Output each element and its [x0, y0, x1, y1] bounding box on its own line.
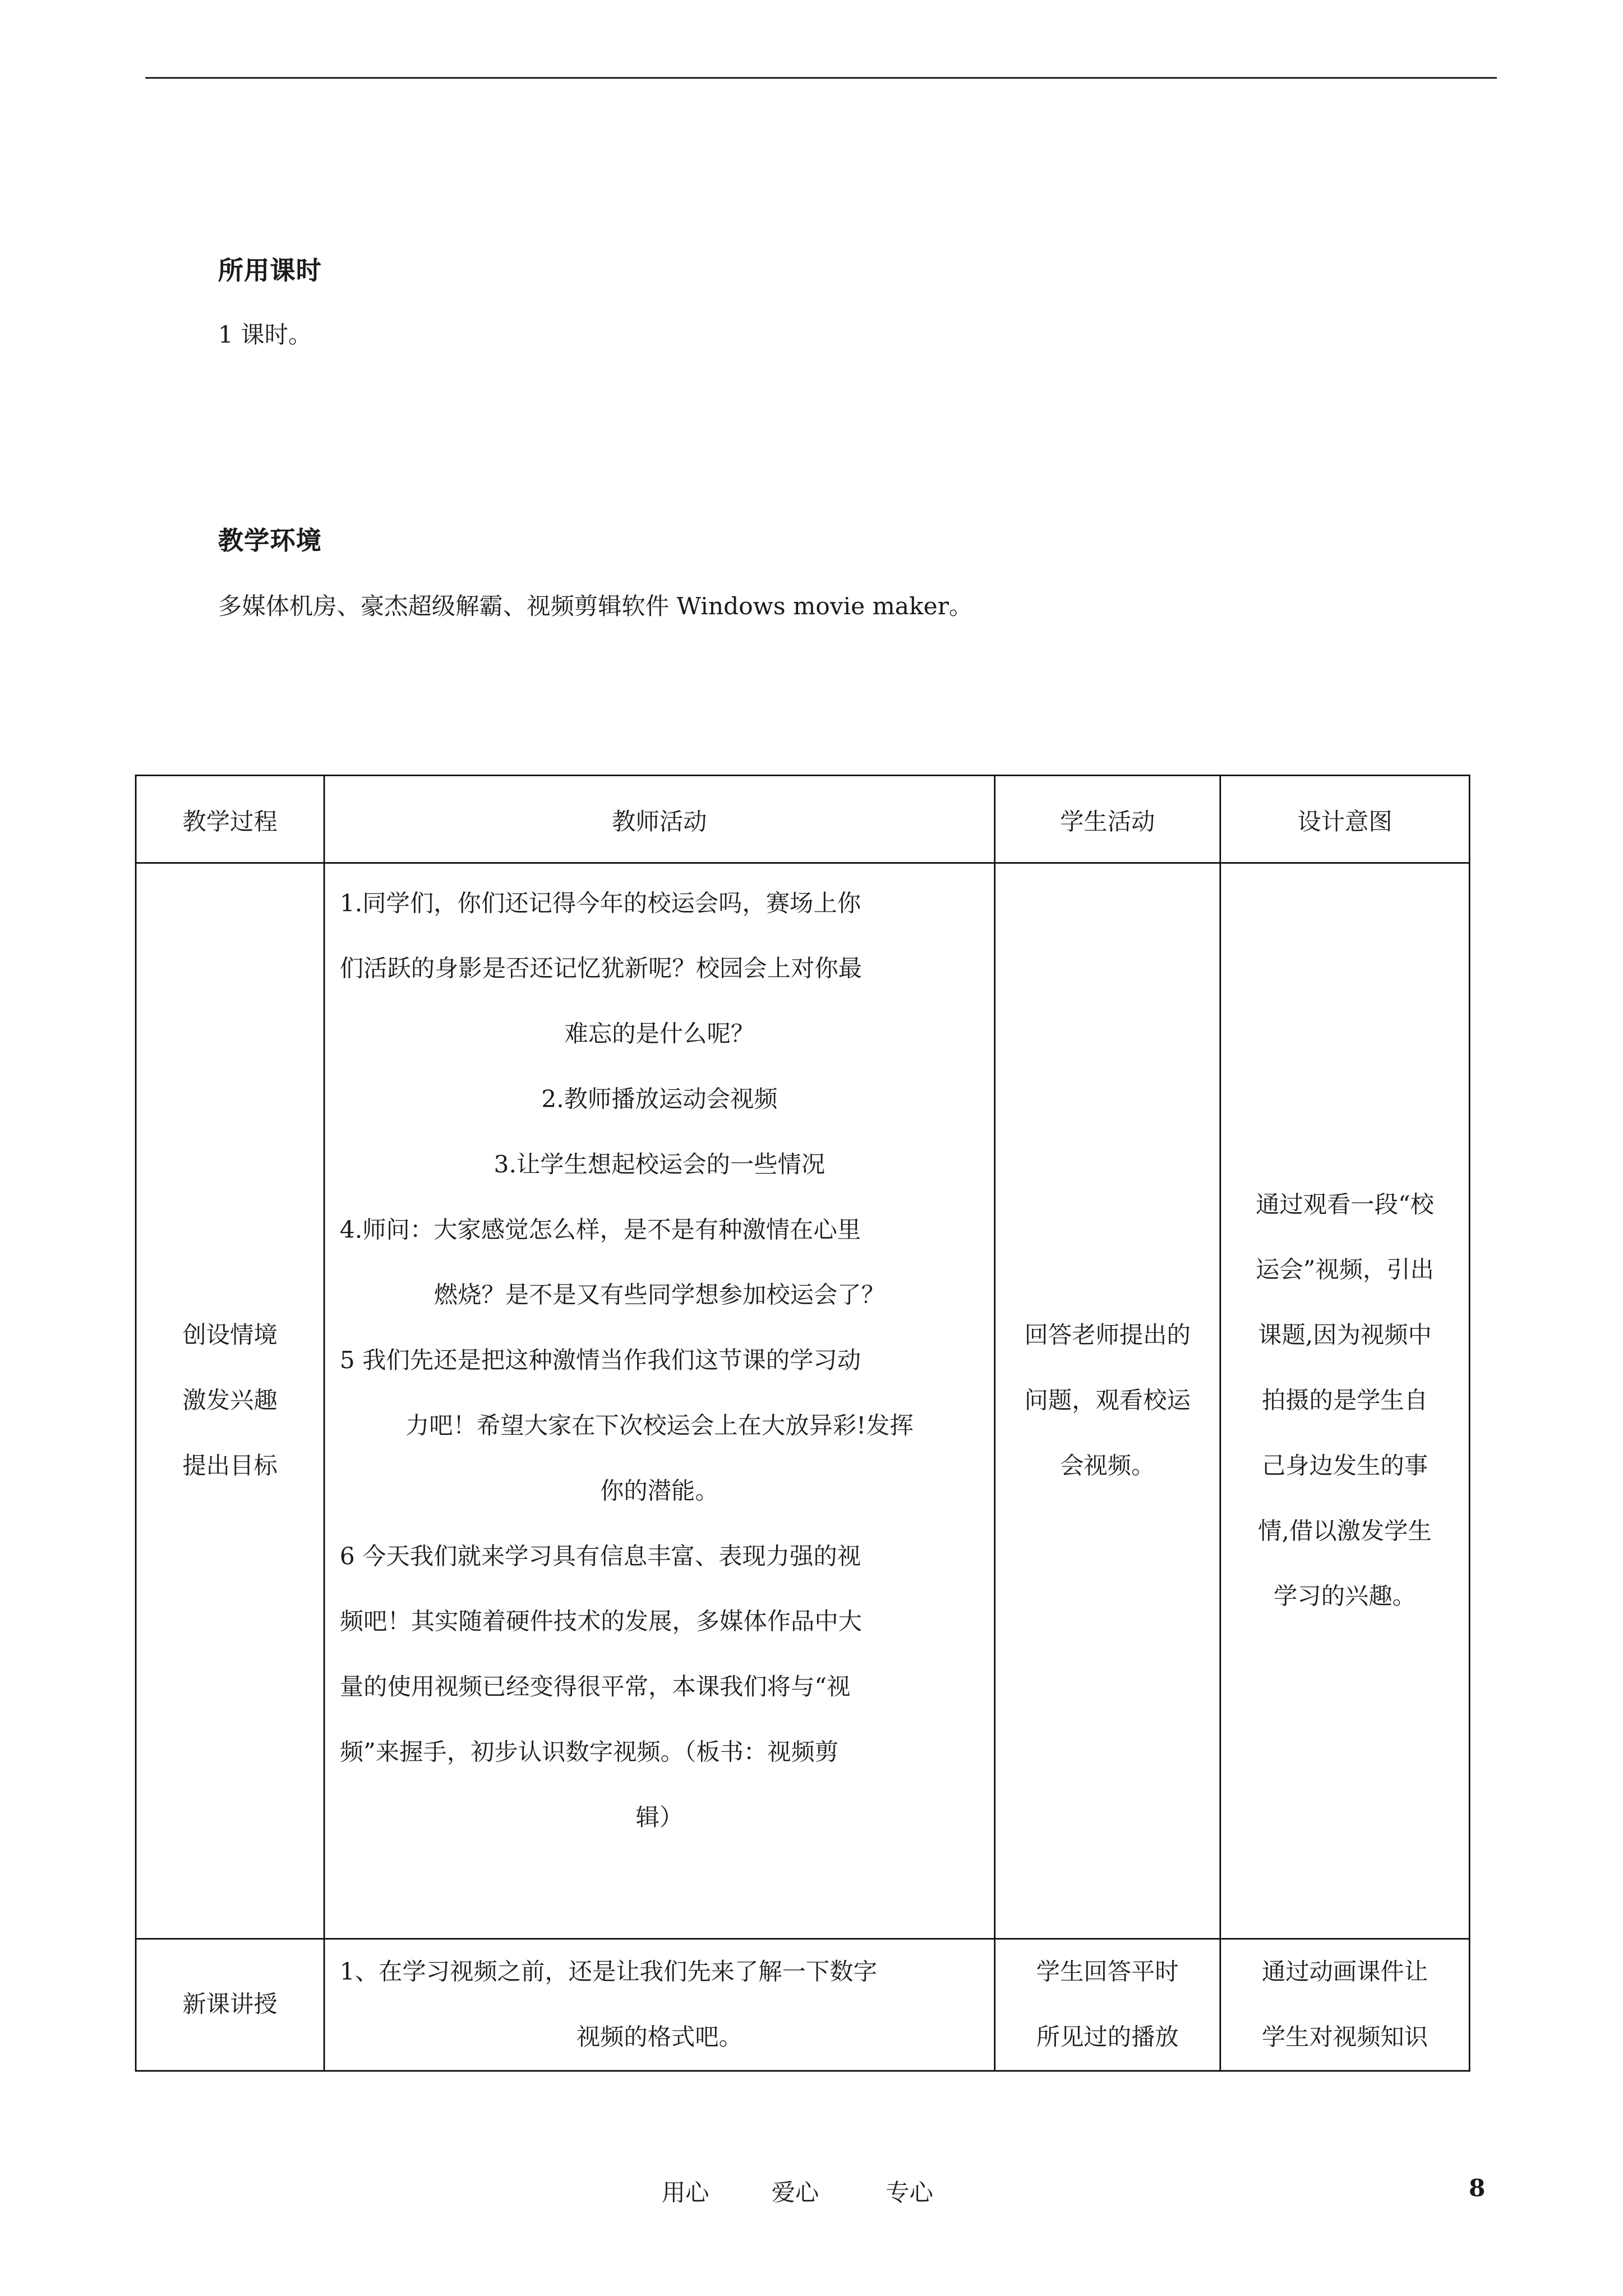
- teacher-line: 5 我们先还是把这种激情当作我们这节课的学习动: [339, 1346, 861, 1374]
- header-teacher-activity: 教师活动: [324, 775, 995, 863]
- stage-line: 创设情境: [182, 1320, 278, 1349]
- footer-item: 专心: [886, 2178, 933, 2207]
- design-line: 己身边发生的事: [1261, 1451, 1428, 1480]
- footer-item: 爱心: [771, 2178, 819, 2207]
- table-row: [136, 1939, 1469, 2070]
- teacher-line: 视频的格式吧。: [576, 2022, 743, 2051]
- teacher-line: 量的使用视频已经变得很平常，本课我们将与“视: [339, 1672, 851, 1701]
- teacher-line: 频吧！其实随着硬件技术的发展，多媒体作品中大: [339, 1607, 863, 1636]
- header-rule: [145, 77, 1497, 79]
- header-design-intent: 设计意图: [1220, 775, 1469, 863]
- design-line: 通过观看一段“校: [1256, 1190, 1435, 1218]
- page-number: 8: [1468, 2174, 1486, 2202]
- design-line: 通过动画课件让: [1261, 1957, 1428, 1986]
- lesson-plan-table: [135, 775, 1470, 2072]
- footer-item: 用心: [661, 2178, 709, 2207]
- teacher-line: 4.师问：大家感觉怎么样，是不是有种激情在心里: [339, 1215, 861, 1244]
- section-text-hours: 1 课时。: [218, 320, 312, 349]
- student-line: 问题，观看校运: [1024, 1386, 1191, 1415]
- section-heading-hours: 所用课时: [218, 256, 322, 287]
- header-stage: 教学过程: [136, 775, 324, 863]
- student-activity-cell: [995, 1939, 1220, 2070]
- section-heading-environment: 教学环境: [218, 527, 322, 557]
- header-student-activity: 学生活动: [995, 775, 1220, 863]
- student-line: 回答老师提出的: [1024, 1320, 1191, 1349]
- design-line: 运会”视频，引出: [1256, 1255, 1435, 1284]
- design-intent-cell: [1220, 863, 1469, 1939]
- teacher-line: 1.同学们，你们还记得今年的校运会吗，赛场上你: [339, 889, 861, 917]
- teacher-line: 3.让学生想起校运会的一些情况: [494, 1150, 826, 1179]
- student-line: 学生回答平时: [1036, 1957, 1179, 1986]
- teacher-line: 难忘的是什么呢？: [564, 1019, 755, 1048]
- design-line: 课题,因为视频中: [1258, 1320, 1432, 1349]
- teacher-line: 频”来握手，初步认识数字视频。（板书：视频剪: [339, 1737, 839, 1766]
- teacher-line: 6 今天我们就来学习具有信息丰富、表现力强的视: [339, 1542, 861, 1570]
- table-header-row: [136, 775, 1469, 863]
- stage-line: 激发兴趣: [182, 1386, 278, 1415]
- stage-cell: [136, 1939, 324, 2070]
- design-line: 拍摄的是学生自: [1261, 1386, 1428, 1415]
- stage-line: 提出目标: [182, 1451, 278, 1480]
- table-row: [136, 863, 1469, 1939]
- design-line: 情,借以激发学生: [1258, 1516, 1432, 1545]
- student-line: 会视频。: [1060, 1451, 1155, 1480]
- teacher-line: 辑）: [635, 1803, 684, 1832]
- design-line: 学习的兴趣。: [1274, 1581, 1417, 1611]
- stage-cell: [136, 863, 324, 1939]
- teacher-line: 燃烧？是不是又有些同学想参加校运会了？: [434, 1280, 885, 1309]
- section-text-environment: 多媒体机房、豪杰超级解霸、视频剪辑软件 Windows movie maker。: [218, 592, 973, 620]
- teacher-line: 力吧！希望大家在下次校运会上在大放异彩!发挥: [405, 1411, 914, 1440]
- teacher-activity-cell: [324, 863, 995, 1939]
- teacher-activity-cell: [324, 1939, 995, 2070]
- student-line: 所见过的播放: [1036, 2022, 1179, 2051]
- teacher-line: 2.教师播放运动会视频: [541, 1084, 778, 1114]
- teacher-line: 们活跃的身影是否还记忆犹新呢？校园会上对你最: [339, 954, 863, 983]
- teacher-line: 1、在学习视频之前，还是让我们先来了解一下数字: [339, 1957, 877, 1986]
- student-activity-cell: [995, 863, 1220, 1939]
- design-intent-cell: [1220, 1939, 1469, 2070]
- stage-line: 新课讲授: [182, 1990, 278, 2018]
- teacher-line: 你的潜能。: [600, 1476, 719, 1505]
- design-line: 学生对视频知识: [1261, 2022, 1428, 2051]
